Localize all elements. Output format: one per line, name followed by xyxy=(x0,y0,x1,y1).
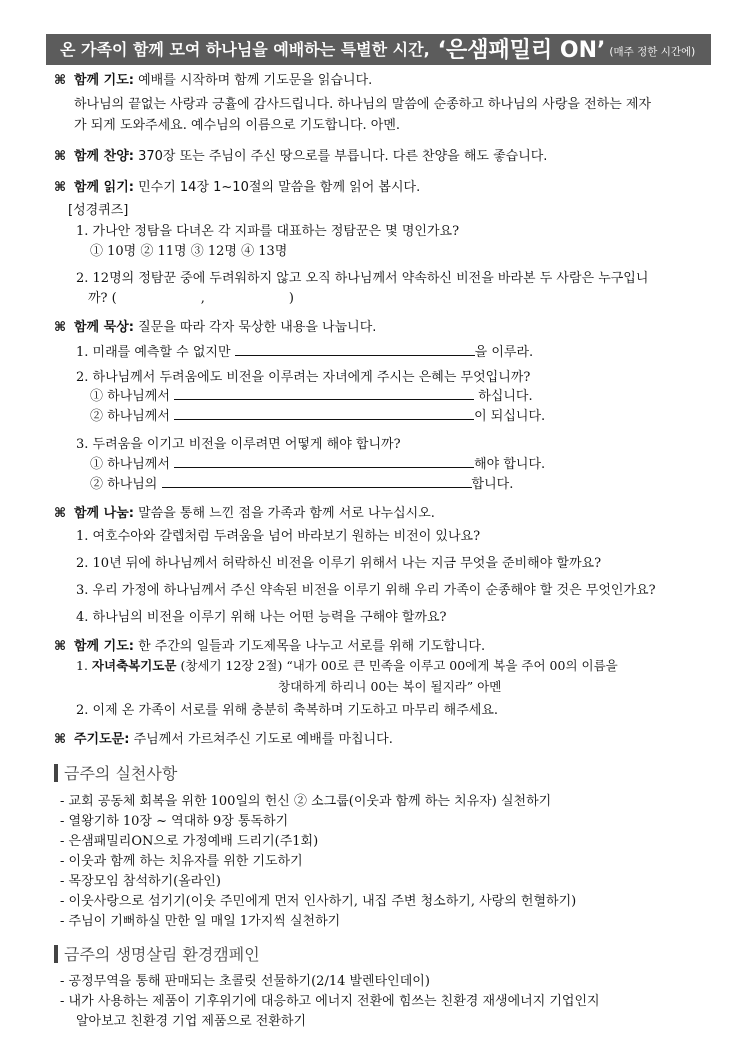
fill-in-blank[interactable] xyxy=(235,343,475,356)
quiz-question-1: 1. 가나안 정탐을 다녀온 각 지파를 대표하는 정탐꾼은 몇 명인가요? xyxy=(76,224,460,239)
blessing-prayer-text: (창세기 12장 2절) “내가 00로 큰 민족을 이루고 00에게 복을 주어 00의 이름을 xyxy=(180,658,618,673)
practice-heading xyxy=(54,761,177,784)
campaign-item-continued: 알아보고 친환경 기업 제품으로 전환하기 xyxy=(76,1014,307,1029)
section-lords-prayer xyxy=(54,728,393,747)
practice-item: - 주님이 기뻐하실 만한 일 매일 1가지씩 실천하기 xyxy=(60,914,341,929)
sharing-question: 3. 우리 가정에 하나님께서 주신 약속된 비전을 이루기 위해 우리 가족이 순종해야 할 것은 무엇인가요? xyxy=(76,583,656,598)
quiz-question-1-options: ① 10명 ② 11명 ③ 12명 ④ 13명 xyxy=(90,244,288,259)
campaign-item: - 내가 사용하는 제품이 기후위기에 대응하고 에너지 전환에 힘쓰는 친환경 재생에너지 기업인지 xyxy=(60,994,600,1009)
prayer-text-line2: 가 되게 도와주세요. 예수님의 이름으로 기도합니다. 아멘. xyxy=(74,118,401,133)
title-banner xyxy=(46,34,711,65)
practice-item: - 열왕기하 10장 ~ 역대하 9장 통독하기 xyxy=(60,814,289,829)
section-mark-icon: ⌘ xyxy=(54,639,67,654)
campaign-item: - 공정무역을 통해 판매되는 초콜릿 선물하기(2/14 발렌타인데이) xyxy=(60,974,430,989)
item-number: 1. xyxy=(76,658,88,673)
section-text: 370장 또는 주님이 주신 땅으로를 부릅니다. 다른 찬양을 해도 좋습니다. xyxy=(138,149,548,164)
section-reading xyxy=(54,176,420,195)
section-label: 함께 찬양: xyxy=(74,149,134,164)
section-text: 주님께서 가르쳐주신 기도로 예배를 마칩니다. xyxy=(133,732,393,747)
meditation-q3: 3. 두려움을 이기고 비전을 이루려면 어떻게 해야 합니까? xyxy=(76,437,401,452)
sharing-question: 1. 여호수아와 갈렙처럼 두려움을 넘어 바라보기 원하는 비전이 있나요? xyxy=(76,529,481,544)
prayer-text-line1: 하나님의 끝없는 사랑과 긍휼에 감사드립니다. 하나님의 말씀에 순종하고 하나님의 사랑을 전하는 제자 xyxy=(74,97,652,112)
section-mark-icon: ⌘ xyxy=(54,506,67,521)
q3a-suffix: 해야 합니다. xyxy=(474,457,546,472)
q3b-suffix: 합니다. xyxy=(471,477,514,492)
practice-item: - 은샘패밀리ON으로 가정예배 드리기(주1회) xyxy=(60,834,319,849)
section-label: 함께 읽기: xyxy=(74,180,134,195)
meditation-q3-a xyxy=(90,453,545,472)
heading-bar xyxy=(54,945,58,963)
section-mark-icon: ⌘ xyxy=(54,149,67,164)
meditation-q3-b xyxy=(90,473,513,492)
fill-in-blank[interactable] xyxy=(174,387,474,400)
fill-in-blank[interactable] xyxy=(162,475,472,488)
section-sharing xyxy=(54,502,435,521)
section-label: 함께 기도: xyxy=(74,639,134,654)
answer-open: 까? ( xyxy=(88,291,117,306)
q1-prefix: 1. 미래를 예측할 수 없지만 xyxy=(76,345,231,360)
q1-suffix: 을 이루라. xyxy=(474,345,534,360)
section-text: 질문을 따라 각자 묵상한 내용을 나눕니다. xyxy=(138,320,377,335)
q3b-prefix: ② 하나님의 xyxy=(90,477,158,492)
section-mark-icon: ⌘ xyxy=(54,320,67,335)
quiz-question-2: 2. 12명의 정탐꾼 중에 두려워하지 않고 오직 하나님께서 약속하신 비전을 바라본 두 사람은 누구입니 xyxy=(76,271,649,286)
blessing-prayer-title: 자녀축복기도문 xyxy=(91,658,177,673)
practice-item: - 목장모임 참석하기(올라인) xyxy=(60,874,221,889)
practice-item: - 교회 공동체 회복을 위한 100일의 헌신 ② 소그룹(이웃과 함께 하는 치유자) 실천하기 xyxy=(60,794,552,809)
section-text: 한 주간의 일들과 기도제목을 나누고 서로를 위해 기도합니다. xyxy=(138,639,486,654)
q2a-suffix: 하십니다. xyxy=(478,389,533,404)
meditation-q2-a xyxy=(90,385,533,404)
campaign-heading xyxy=(54,942,260,965)
q2a-prefix: ① 하나님께서 xyxy=(90,389,170,404)
section-label: 주기도문: xyxy=(74,732,130,747)
practice-item: - 이웃과 함께 하는 치유자를 위한 기도하기 xyxy=(60,854,303,869)
section-praise xyxy=(54,145,547,164)
banner-note: (매주 정한 시간에) xyxy=(609,46,696,58)
q2b-suffix: 이 되십니다. xyxy=(474,409,546,424)
section-label: 함께 기도: xyxy=(74,73,134,88)
blessing-prayer-line2: 창대하게 하리니 00는 복이 될지라” 아멘 xyxy=(278,679,502,694)
section-label: 함께 나눔: xyxy=(74,506,134,521)
fill-in-blank[interactable] xyxy=(174,455,474,468)
sharing-question: 2. 10년 뒤에 하나님께서 허락하신 비전을 이루기 위해서 나는 지금 무엇을 준비해야 할까요? xyxy=(76,556,602,571)
quiz-question-2-answer xyxy=(88,287,294,306)
answer-close: ) xyxy=(288,291,294,306)
answer-comma: , xyxy=(200,291,205,306)
banner-program-name: ‘은샘패밀리 ON’ xyxy=(437,38,606,63)
quiz-title: [성경퀴즈] xyxy=(68,203,129,218)
section-text: 예배를 시작하며 함께 기도문을 읽습니다. xyxy=(138,73,373,88)
sharing-question: 4. 하나님의 비전을 이루기 위해 나는 어떤 능력을 구해야 할까요? xyxy=(76,610,447,625)
section-text: 민수기 14장 1~10절의 말씀을 함께 읽어 봅시다. xyxy=(138,180,421,195)
q2b-prefix: ② 하나님께서 xyxy=(90,409,170,424)
section-text: 말씀을 통해 느낀 점을 가족과 함께 서로 나누십시오. xyxy=(138,506,435,521)
practice-title: 금주의 실천사항 xyxy=(64,764,178,783)
banner-title: 온 가족이 함께 모여 하나님을 예배하는 특별한 시간, xyxy=(60,40,430,59)
section-label: 함께 묵상: xyxy=(74,320,134,335)
meditation-q1 xyxy=(76,341,533,360)
fill-in-blank[interactable] xyxy=(174,407,474,420)
heading-bar xyxy=(54,764,58,782)
section-mark-icon: ⌘ xyxy=(54,180,67,195)
section-meditation xyxy=(54,316,376,335)
practice-item: - 이웃사랑으로 섬기기(이웃 주민에게 먼저 인사하기, 내집 주변 청소하기, 사랑의 헌혈하기) xyxy=(60,894,577,909)
q3a-prefix: ① 하나님께서 xyxy=(90,457,170,472)
meditation-q2-b xyxy=(90,405,545,424)
section-mark-icon: ⌘ xyxy=(54,73,67,88)
blessing-prayer-line1 xyxy=(76,656,618,674)
section-mark-icon: ⌘ xyxy=(54,732,67,747)
section-opening-prayer xyxy=(54,69,372,88)
section-closing-prayer xyxy=(54,635,485,654)
campaign-title: 금주의 생명살림 환경캠페인 xyxy=(64,945,260,964)
meditation-q2: 2. 하나님께서 두려움에도 비전을 이루려는 자녀에게 주시는 은혜는 무엇입니까? xyxy=(76,370,531,385)
closing-instruction: 2. 이제 온 가족이 서로를 위해 충분히 축복하며 기도하고 마무리 해주세요. xyxy=(76,703,499,718)
